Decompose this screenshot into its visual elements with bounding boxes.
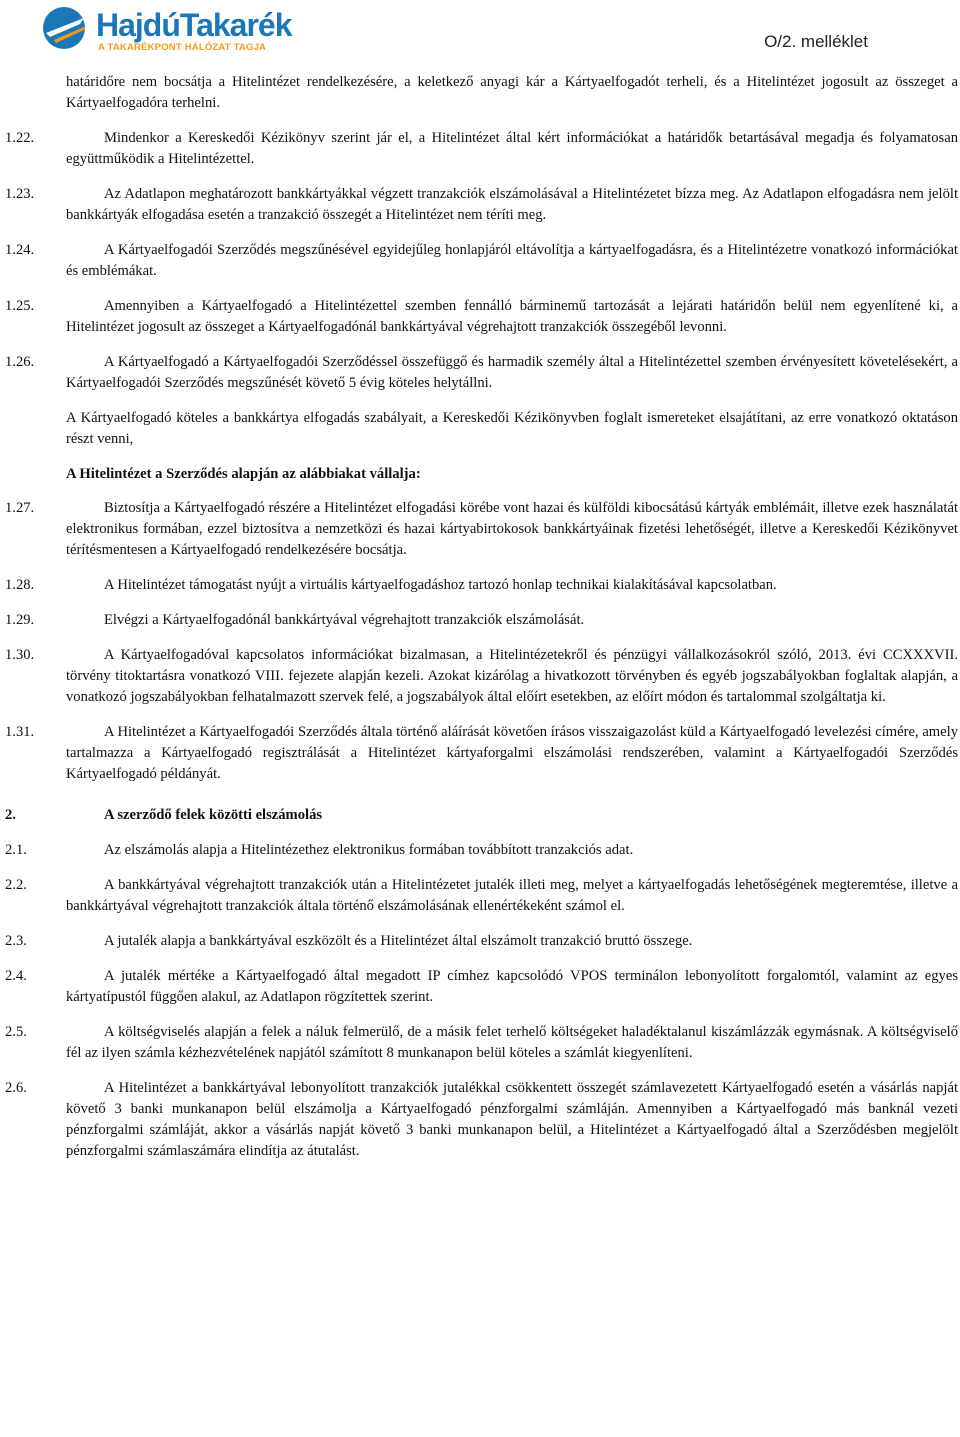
clause-number: 1.27. bbox=[5, 500, 35, 516]
clause-text-content: A költségviselés alapján a felek a náluk felmerülő, de a másik felet terhelő költségeket haladéktalanul kiszámlázzák egymásnak. A költségviselő fél az ilyen számla kézhezvételének napjától számított 8 munkanapon belül köteles a számlát kiegyenlíteni. bbox=[66, 1024, 958, 1061]
clause-number: 2.4. bbox=[5, 968, 27, 984]
clause-number: 1.30. bbox=[5, 647, 35, 663]
clause-text-content: Amennyiben a Kártyaelfogadó a Hitelintézettel szemben fennálló bárminemű tartozását a lejárati határidőn belül nem egyenlítené ki, a Hitelintézet jogosult az összeget a Kártyaelfogadónál bankkártyával végrehajtott tranzakciók összegéből levonni. bbox=[66, 298, 958, 335]
clause-item bbox=[0, 128, 958, 170]
clause-text bbox=[66, 296, 958, 338]
hajdu-takarek-logo-icon bbox=[40, 6, 92, 50]
clause-text bbox=[66, 128, 958, 170]
clause-text-content: A Kártyaelfogadó a Kártyaelfogadói Szerződéssel összefüggő és harmadik személy által a Hitelintézettel szemben érvényesített követelésekért, a Kártyaelfogadói Szerződés megszűnését követő 5 évig köteles helytállni. bbox=[66, 354, 958, 391]
clause-text-content: A Kártyaelfogadóval kapcsolatos információkat bizalmasan, a Hitelintézetekről és pénzügyi vállalkozásokról szóló, 2013. évi CCXXXVII. törvény titoktartásra vonatkozó VIII. fejezete alapján kezeli. Azokat kizárólag a hivatkozott törvényben és egyéb jogszabályokban foglaltak alapján, a vonatkozó jogszabályokban felhatalmazott szervek felé, a jogszabályok által előírt esetekben, az előírt módon és tartalommal szolgáltatja ki. bbox=[66, 647, 958, 705]
clause-number: 1.23. bbox=[5, 186, 35, 202]
section-2-heading bbox=[0, 805, 958, 826]
clause-item bbox=[0, 575, 958, 596]
clause-text-content: A Hitelintézet a Kártyaelfogadói Szerződés általa történő aláírását követően írásos visszaigazolást küld a Kártyaelfogadó levelezési címére, amely tartalmazza a Kártyaelfogadó regisztrálását a Hitelintézet kártyaforgalmi elszámolási rendszerében, valamint a Kártyaelfogadói Szerződés Kártyaelfogadó példányát. bbox=[66, 724, 958, 782]
annex-label: O/2. melléklet bbox=[764, 32, 868, 51]
clause-text-content: Biztosítja a Kártyaelfogadó részére a Hitelintézet elfogadási körébe vont hazai és külföldi kibocsátású kártyák emblémáit, illetve ezek használatát elektronikus formában, ezzel biztosítva a nemzetközi és hazai kártyabirtokosok bankkártyáinak fizetési lehetőségét, illetve a Kereskedői Kézikönyvet térítésmentesen a Kártyaelfogadó rendelkezésére bocsátja. bbox=[66, 500, 958, 558]
clause-text bbox=[66, 610, 958, 631]
clause-text bbox=[66, 575, 958, 596]
clause-item bbox=[0, 840, 958, 861]
clause-number: 1.26. bbox=[5, 354, 35, 370]
clause-number: 2.1. bbox=[5, 842, 27, 858]
clause-text bbox=[66, 184, 958, 226]
clause-text-content: Elvégzi a Kártyaelfogadónál bankkártyával végrehajtott tranzakciók elszámolását. bbox=[104, 612, 585, 628]
clause-text bbox=[66, 352, 958, 394]
clause-text bbox=[66, 931, 958, 952]
clause-item bbox=[0, 875, 958, 917]
clause-list-c bbox=[0, 840, 960, 1162]
clause-text bbox=[66, 875, 958, 917]
clause-text bbox=[66, 645, 958, 708]
logo-name: HajdúTakarék bbox=[96, 7, 292, 43]
clause-text-content: Mindenkor a Kereskedői Kézikönyv szerint jár el, a Hitelintézet által kért információkat a határidők betartásával megadja és folyamatosan együttműködik a Hitelintézettel. bbox=[66, 130, 958, 167]
clause-number: 1.24. bbox=[5, 242, 35, 258]
clause-item bbox=[0, 610, 958, 631]
clause-text bbox=[66, 966, 958, 1008]
clause-number: 1.25. bbox=[5, 298, 35, 314]
clause-number: 1.28. bbox=[5, 577, 35, 593]
clause-text bbox=[66, 722, 958, 785]
clause-item bbox=[0, 352, 958, 394]
clause-list-b bbox=[0, 498, 960, 785]
clause-item bbox=[0, 1078, 958, 1162]
clause-text-content: A Hitelintézet támogatást nyújt a virtuális kártyaelfogadáshoz tartozó honlap technikai kialakításával kapcsolatban. bbox=[104, 577, 777, 593]
clause-item bbox=[0, 296, 958, 338]
clause-list-a bbox=[0, 128, 960, 394]
intro-paragraph: határidőre nem bocsátja a Hitelintézet rendelkezésére, a keletkező anyagi kár a Kártyaelfogadót terheli, és a Hitelintézet jogosult az összeget a Kártyaelfogadóra terhelni. bbox=[66, 74, 958, 111]
clause-text-content: A Hitelintézet a bankkártyával lebonyolított tranzakciók jutalékkal csökkentett összegét számlavezetett Kártyaelfogadó esetén a vásárlás napját követő 3 banki munkanapon belül elszámolja a Kártyaelfogadó pénzforgalmi számláján. Amennyiben a Kártyaelfogadó más banknál vezeti pénzforgalmi számláját, akkor a vásárlás napját követő 3 banki munkanapon belül, a Hitelintézet a Kártyaelfogadó által a Szerződésben megjelölt pénzforgalmi számlaszámára elindítja az átutalást. bbox=[66, 1080, 958, 1159]
clause-number: 1.31. bbox=[5, 724, 35, 740]
obligation-paragraph: A Kártyaelfogadó köteles a bankkártya elfogadás szabályait, a Kereskedői Kézikönyvben foglalt ismereteket elsajátítani, az erre vonatkozó oktatáson részt venni, bbox=[66, 410, 958, 447]
clause-text-content: A jutalék mértéke a Kártyaelfogadó által megadott IP címhez kapcsolódó VPOS terminálon lebonyolított forgalomtól, valamint az egyes kártyatípustól függően alakul, az Adatlapon rögzítettek szerint. bbox=[66, 968, 958, 1005]
clause-text-content: A jutalék alapja a bankkártyával eszközölt és a Hitelintézet által elszámolt tranzakció bruttó összege. bbox=[104, 933, 693, 949]
clause-item bbox=[0, 184, 958, 226]
clause-text-content: Az Adatlapon meghatározott bankkártyákkal végzett tranzakciók elszámolásával a Hitelintézetet bízza meg. Az Adatlapon elfogadásra nem jelölt bankkártyák elfogadása esetén a tranzakció összegét a Hitelintézet nem téríti meg. bbox=[66, 186, 958, 223]
clause-item bbox=[0, 498, 958, 561]
clause-item bbox=[0, 240, 958, 282]
logo-tagline: A TAKARÉKPONT HÁLÓZAT TAGJA bbox=[98, 42, 267, 53]
clause-text bbox=[66, 840, 958, 861]
clause-number: 2.5. bbox=[5, 1024, 27, 1040]
clause-item bbox=[0, 645, 958, 708]
clause-text bbox=[66, 1022, 958, 1064]
clause-number: 1.29. bbox=[5, 612, 35, 628]
clause-item bbox=[0, 722, 958, 785]
clause-text bbox=[66, 240, 958, 282]
clause-number: 2.2. bbox=[5, 877, 27, 893]
clause-text-content: A bankkártyával végrehajtott tranzakciók után a Hitelintézetet jutalék illeti meg, melyet a kártyaelfogadás lehetőségének megteremtése, illetve a bankkártyával végrehajtott tranzakciók általa történő elszámolásának ellenértékeként számol el. bbox=[66, 877, 958, 914]
clause-number: 1.22. bbox=[5, 130, 35, 146]
clause-number: 2.6. bbox=[5, 1080, 27, 1096]
section-title: A szerződő felek közötti elszámolás bbox=[104, 807, 323, 823]
clause-text-content: Az elszámolás alapja a Hitelintézethez elektronikus formában továbbított tranzakciós adat. bbox=[104, 842, 634, 858]
bank-logo bbox=[40, 6, 292, 56]
clause-text bbox=[66, 498, 958, 561]
bank-obligations-heading: A Hitelintézet a Szerződés alapján az alábbiakat vállalja: bbox=[66, 466, 421, 482]
clause-item bbox=[0, 1022, 958, 1064]
clause-text bbox=[66, 1078, 958, 1162]
section-number: 2. bbox=[5, 807, 16, 823]
clause-number: 2.3. bbox=[5, 933, 27, 949]
document-body bbox=[0, 72, 960, 1176]
clause-item bbox=[0, 966, 958, 1008]
clause-text-content: A Kártyaelfogadói Szerződés megszűnésével egyidejűleg honlapjáról eltávolítja a kártyaelfogadásra, és a Hitelintézetre vonatkozó információkat és emblémákat. bbox=[66, 242, 958, 279]
clause-item bbox=[0, 931, 958, 952]
